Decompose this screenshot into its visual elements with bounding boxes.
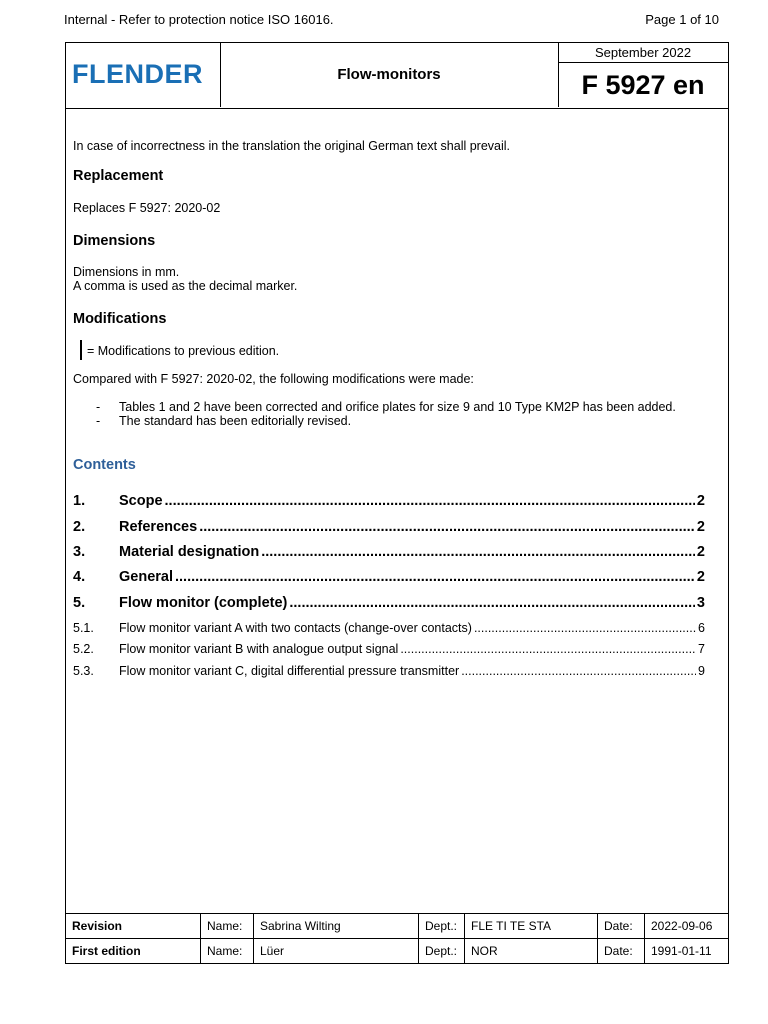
document-number: F 5927 en <box>581 70 705 100</box>
toc-page: 2 <box>696 493 705 509</box>
toc-leader <box>199 519 695 535</box>
toc-page: 2 <box>696 569 705 585</box>
date-value: 2022-09-06 <box>645 914 729 939</box>
toc-title: Material designation <box>119 544 260 560</box>
dimensions-line-1: Dimensions in mm. <box>73 265 180 279</box>
dept-value: FLE TI TE STA <box>465 914 598 939</box>
toc-number: 4. <box>73 569 86 585</box>
toc-title: Flow monitor variant B with analogue output signal <box>119 642 399 656</box>
toc-number: 2. <box>73 519 86 535</box>
toc-page: 7 <box>698 642 705 656</box>
dimensions-heading: Dimensions <box>73 233 156 249</box>
modification-marker-bar <box>80 340 82 360</box>
name-label: Name: <box>201 939 254 964</box>
toc-entry[interactable] <box>73 493 705 509</box>
toc-leader <box>474 621 696 635</box>
flender-logo: FLENDER <box>72 59 203 89</box>
first-edition-row <box>66 939 728 964</box>
date-label: Date: <box>598 939 645 964</box>
toc-number: 5.2. <box>73 642 94 656</box>
toc-number: 5. <box>73 595 86 611</box>
toc-subentry[interactable] <box>73 621 705 635</box>
toc-entry[interactable] <box>73 519 705 535</box>
revision-label: Revision <box>66 914 201 939</box>
first-edition-label: First edition <box>66 939 201 964</box>
document-frame <box>65 42 729 964</box>
document-date: September 2022 <box>558 43 728 63</box>
toc-entry[interactable] <box>73 569 705 585</box>
dept-label: Dept.: <box>419 939 465 964</box>
toc-leader <box>461 664 696 678</box>
toc-number: 3. <box>73 544 86 560</box>
date-label: Date: <box>598 914 645 939</box>
toc-leader <box>400 642 696 656</box>
contents-heading: Contents <box>73 457 136 473</box>
modifications-marker-text: = Modifications to previous edition. <box>87 344 280 358</box>
name-value: Lüer <box>254 939 419 964</box>
date-value: 1991-01-11 <box>645 939 729 964</box>
translation-note: In case of incorrectness in the translation the original German text shall prevail. <box>73 139 511 153</box>
toc-number: 5.1. <box>73 621 94 635</box>
document-header <box>66 43 728 109</box>
toc-title: General <box>119 569 173 585</box>
modification-item: Tables 1 and 2 have been corrected and orifice plates for size 9 and 10 Type KM2P has been added. <box>119 400 676 414</box>
replacement-text: Replaces F 5927: 2020-02 <box>73 201 221 215</box>
toc-number: 5.3. <box>73 664 94 678</box>
toc-entry[interactable] <box>73 595 705 611</box>
toc-title: References <box>119 519 198 535</box>
toc-page: 2 <box>696 544 705 560</box>
toc-title: Flow monitor variant A with two contacts (change-over contacts) <box>119 621 472 635</box>
name-label: Name: <box>201 914 254 939</box>
toc-page: 9 <box>698 664 705 678</box>
toc-leader <box>175 569 695 585</box>
toc-number: 1. <box>73 493 86 509</box>
modification-item: The standard has been editorially revised. <box>119 414 352 428</box>
toc-subentry[interactable] <box>73 642 705 656</box>
toc-page: 3 <box>696 595 705 611</box>
bullet-marker: - <box>96 414 101 428</box>
dimensions-line-2: A comma is used as the decimal marker. <box>73 279 298 293</box>
revision-table <box>66 913 728 963</box>
logo-cell <box>66 43 221 107</box>
toc-page: 2 <box>696 519 705 535</box>
toc-entry[interactable] <box>73 544 705 560</box>
bullet-marker: - <box>96 400 101 414</box>
title-cell <box>220 43 559 107</box>
toc-subentry[interactable] <box>73 664 705 678</box>
document-title: Flow-monitors <box>337 66 441 83</box>
dept-label: Dept.: <box>419 914 465 939</box>
toc-title: Flow monitor (complete) <box>119 595 288 611</box>
toc-leader <box>165 493 695 509</box>
page-number: Page 1 of 10 <box>645 12 719 27</box>
toc-leader <box>289 595 695 611</box>
modifications-intro: Compared with F 5927: 2020-02, the following modifications were made: <box>73 372 474 386</box>
protection-notice: Internal - Refer to protection notice ISO 16016. <box>64 12 334 27</box>
toc-leader <box>261 544 695 560</box>
toc-page: 6 <box>698 621 705 635</box>
dept-value: NOR <box>465 939 598 964</box>
toc-title: Scope <box>119 493 163 509</box>
modifications-heading: Modifications <box>73 311 167 327</box>
replacement-heading: Replacement <box>73 168 164 184</box>
toc-title: Flow monitor variant C, digital differential pressure transmitter <box>119 664 460 678</box>
name-value: Sabrina Wilting <box>254 914 419 939</box>
revision-row <box>66 914 728 939</box>
